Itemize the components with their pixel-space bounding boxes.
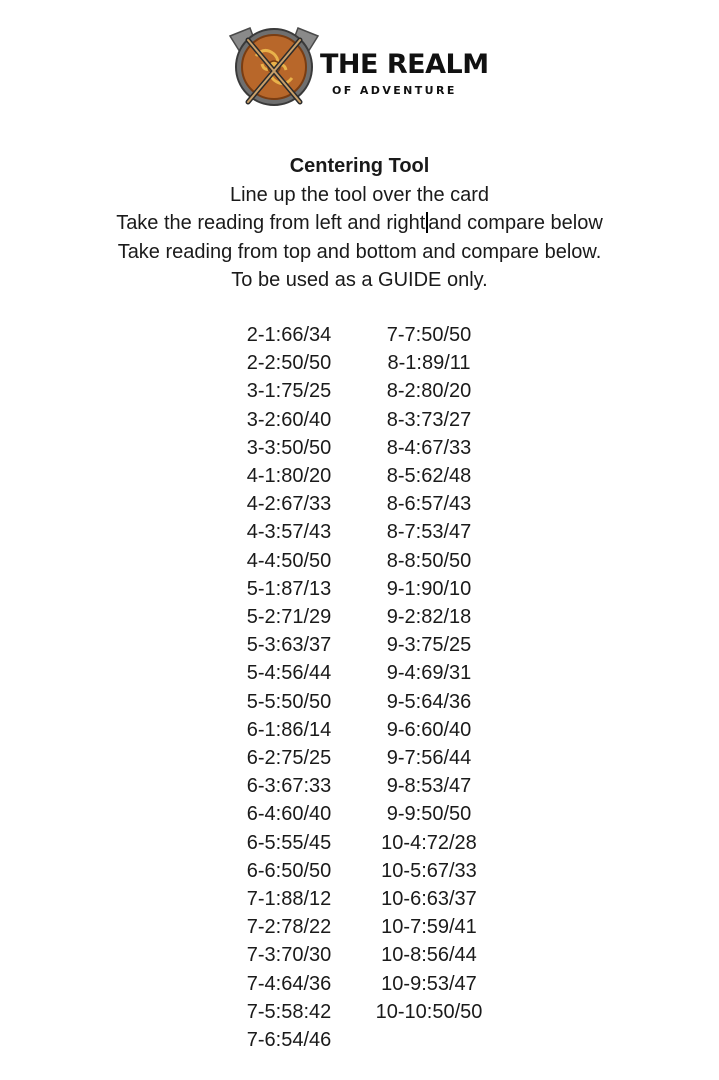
ratio-entry: 3-2:60/40 [246,408,332,431]
ratio-column-left [224,321,354,1054]
viking-shield-icon [226,22,322,112]
ratio-entry: 10-6:63/37 [381,888,477,911]
ratio-entry: 9-4:69/31 [386,662,472,685]
ratio-entry: 2-2:50/50 [246,352,332,375]
ratio-entry: 9-5:64/36 [386,690,472,713]
ratio-entry: 9-8:53/47 [386,775,472,798]
ratio-entry: 7-7:50/50 [386,324,472,346]
ratio-entry: 8-3:73/27 [386,408,472,431]
ratio-entry: 8-5:62/48 [386,465,472,488]
ratio-entry: 8-2:80/20 [386,380,472,403]
ratio-entry: 7-1:88/12 [246,888,332,911]
brand-title: THE REALM [320,49,489,80]
ratio-entry: 8-6:57/43 [386,493,472,516]
instruction-line [0,209,719,238]
ratio-entry: 6-5:55/45 [246,831,332,854]
ratio-entry: 5-4:56/44 [246,662,332,685]
ratio-column-right [364,321,494,1026]
instruction-text: Take the reading from left and right [116,212,426,234]
ratio-entry: 9-7:56/44 [386,747,472,770]
ratio-entry: 5-3:63/37 [246,634,332,657]
ratio-entry: 6-3:67:33 [246,775,332,798]
brand-subtitle: OF ADVENTURE [332,84,457,97]
ratio-entry: 2-1:66/34 [246,324,332,346]
ratio-entry: 10-10:50/50 [375,1000,483,1023]
instruction-line: Take reading from top and bottom and compare below. [117,240,602,263]
ratio-entry: 9-2:82/18 [386,606,472,629]
ratio-entry: 9-1:90/10 [386,577,472,600]
instruction-text: and compare below [428,212,603,234]
brand-logo [226,22,489,112]
ratio-entry: 7-4:64/36 [246,972,332,995]
ratio-entry: 8-7:53/47 [386,521,472,544]
ratio-entry: 8-8:50/50 [386,549,472,572]
ratio-entry: 10-4:72/28 [381,831,477,854]
ratio-entry: 6-6:50/50 [246,859,332,882]
ratio-entry: 6-1:86/14 [246,718,332,741]
ratio-entry: 5-5:50/50 [246,690,332,713]
ratio-entry: 10-5:67/33 [381,859,477,882]
ratio-entry: 4-2:67/33 [246,493,332,516]
ratio-entry: 7-5:58:42 [246,1000,332,1023]
ratio-entry: 7-2:78/22 [246,916,332,939]
ratio-entry: 3-1:75/25 [246,380,332,403]
ratio-entry: 7-3:70/30 [246,944,332,967]
ratio-entry: 4-3:57/43 [246,521,332,544]
ratio-entry: 9-9:50/50 [386,803,472,826]
ratio-entry: 8-1:89/11 [387,352,471,375]
ratio-entry: 6-4:60/40 [246,803,332,826]
ratio-entry: 7-6:54/46 [246,1029,332,1052]
ratio-entry: 3-3:50/50 [246,436,332,459]
ratio-entry: 10-7:59/41 [381,916,477,939]
ratio-entry: 4-1:80/20 [246,465,332,488]
ratio-entry: 9-6:60/40 [386,718,472,741]
instruction-line: Line up the tool over the card [229,183,490,206]
ratio-entry: 10-8:56/44 [381,944,477,967]
instructions [0,152,719,295]
ratio-entry: 6-2:75/25 [246,747,332,770]
ratio-entry: 5-2:71/29 [246,606,332,629]
instruction-line: To be used as a GUIDE only. [231,269,488,291]
ratio-entry: 8-4:67/33 [386,436,472,459]
ratio-entry: 9-3:75/25 [386,634,472,657]
page-title: Centering Tool [289,155,430,177]
ratio-entry: 5-1:87/13 [246,577,332,600]
ratio-entry: 10-9:53/47 [381,972,477,995]
ratio-entry: 4-4:50/50 [246,549,332,572]
